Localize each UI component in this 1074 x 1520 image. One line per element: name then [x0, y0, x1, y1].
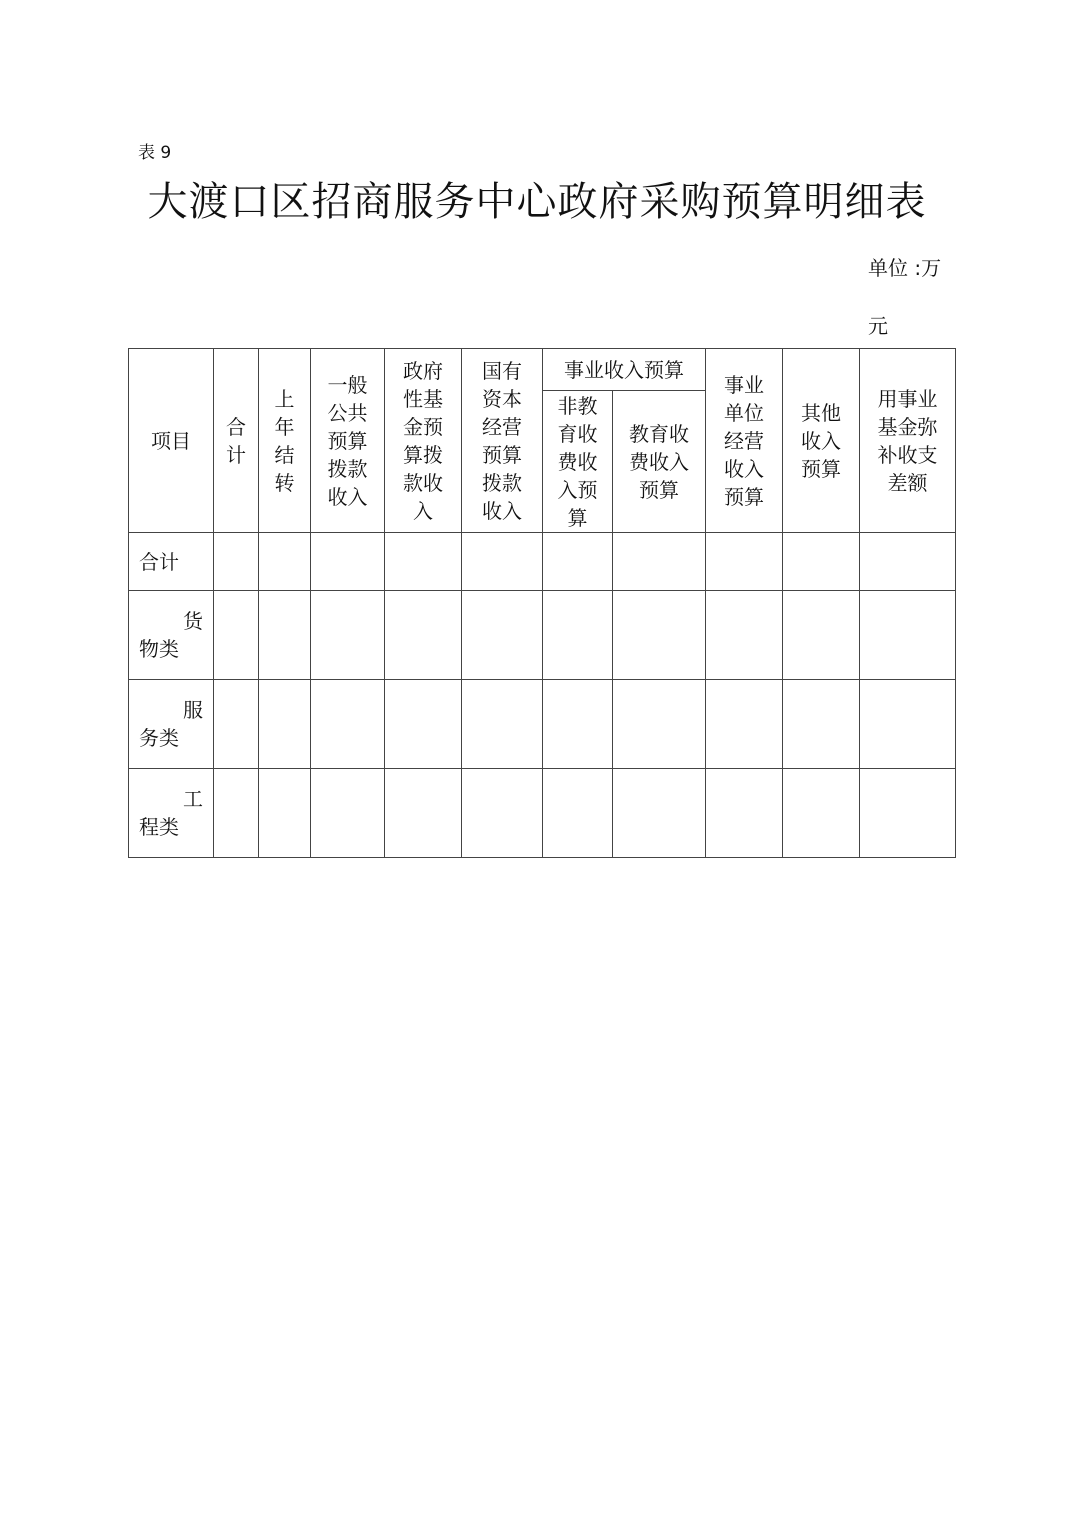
header-education-fees: 教育收 费收入 预算	[613, 391, 706, 533]
header-operating-income: 事业 单位 经营 收入 预算	[706, 349, 783, 533]
row-label: 合计	[129, 533, 214, 591]
header-non-education-fees: 非教 育收 费收 入预 算	[543, 391, 613, 533]
table-number: 表 9	[138, 143, 172, 163]
header-fund-offset: 用事业 基金弥 补收支 差额	[860, 349, 956, 533]
row-label: 货 物类	[129, 591, 214, 680]
header-business-income: 事业收入预算	[543, 349, 706, 391]
header-carryover: 上 年 结 转	[259, 349, 311, 533]
table-row	[129, 591, 956, 680]
header-item: 项目	[129, 349, 214, 533]
procurement-budget-table	[128, 348, 956, 858]
table-row	[129, 769, 956, 858]
row-label: 工 程类	[129, 769, 214, 858]
page-title: 大渡口区招商服务中心政府采购预算明细表	[147, 179, 927, 225]
header-state-capital: 国有 资本 经营 预算 拨款 收入	[462, 349, 543, 533]
unit-label: 单位 :万	[868, 256, 942, 280]
header-general-budget: 一般 公共 预算 拨款 收入	[311, 349, 385, 533]
table-row	[129, 680, 956, 769]
header-government-fund: 政府 性基 金预 算拨 款收 入	[385, 349, 462, 533]
header-other-income: 其他 收入 预算	[783, 349, 860, 533]
unit-label-continued: 元	[868, 314, 888, 338]
header-total: 合 计	[214, 349, 259, 533]
table-row	[129, 533, 956, 591]
row-label: 服 务类	[129, 680, 214, 769]
